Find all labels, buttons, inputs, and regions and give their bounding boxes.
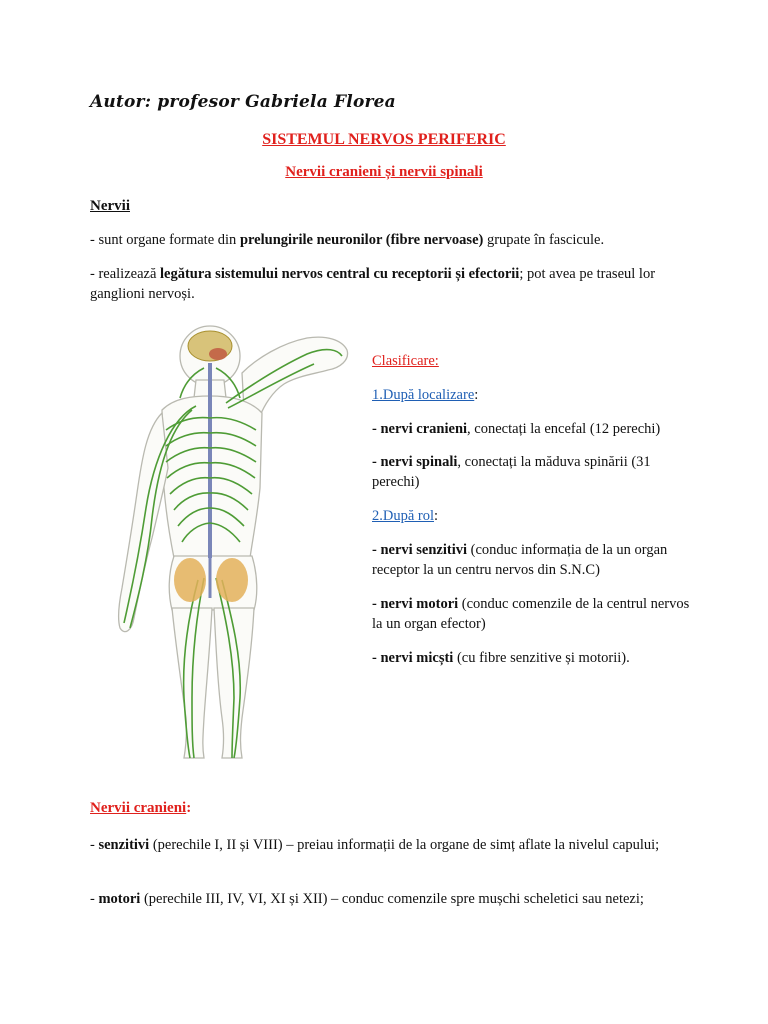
text-run: (perechile III, IV, VI, XI și XII) – conduc comenzile spre mușchi scheletici sau netezi; [140, 891, 644, 907]
cranial-nerves-item [372, 419, 692, 439]
by-location-label: 1.După localizare [372, 387, 475, 403]
spinal-nerves-item [372, 452, 692, 492]
document-title: SISTEMUL NERVOS PERIFERIC [262, 131, 506, 148]
text-run: : [434, 508, 439, 524]
section-heading-cranial [90, 800, 191, 817]
cranial-sensory-line [90, 835, 690, 855]
text-run: : [186, 800, 192, 816]
document-subtitle: Nervii cranieni și nervii spinali [285, 164, 483, 180]
text-run: grupate în fascicule. [483, 232, 605, 248]
cranial-heading-label: Nervii cranieni [90, 800, 187, 816]
bold-text: motori [98, 891, 141, 907]
bold-text: - nervi cranieni [372, 421, 468, 437]
by-location-heading [372, 385, 692, 405]
bold-text: - nervi senzitivi [372, 542, 468, 558]
text-run: - [90, 891, 99, 907]
bold-text: - nervi micști [372, 650, 454, 666]
sensory-nerves-item [372, 540, 692, 580]
bold-text: legătura sistemului nervos central cu receptorii și efectorii [160, 266, 520, 282]
human-figure-svg [92, 318, 362, 768]
text-run: (conduc informația de la un organ receptor la un centru nervos din S.N.C) [372, 542, 668, 578]
paragraph-nervi-role [90, 264, 690, 304]
text-run: , conectați la encefal (12 perechi) [467, 421, 661, 437]
by-role-heading [372, 506, 692, 526]
text-run: (perechile I, II și VIII) – preiau informații de la organe de simț aflate la nivelul capului; [149, 837, 660, 853]
classification-label [372, 351, 692, 371]
by-role-label: 2.După rol [372, 508, 435, 524]
bold-text: - nervi spinali [372, 454, 458, 470]
motor-nerves-item [372, 594, 692, 634]
text-run: (cu fibre senzitive și motorii). [453, 650, 630, 666]
text-run: - sunt organe formate din [90, 232, 240, 248]
paragraph-nervi-definition [90, 230, 690, 250]
text-run: (conduc comenzile de la centrul nervos la un organ efector) [372, 596, 690, 632]
classification-heading: Clasificare: [372, 353, 439, 369]
author-line: Autor: profesor Gabriela Florea [90, 92, 396, 112]
bold-text: senzitivi [98, 837, 150, 853]
mixed-nerves-item [372, 648, 692, 668]
cranial-motor-line [90, 889, 690, 909]
nervous-system-illustration [92, 318, 362, 768]
text-run: - realizează [90, 266, 161, 282]
bold-text: - nervi motori [372, 596, 459, 612]
text-run: - [90, 837, 99, 853]
text-run: ; pot avea pe traseul lor ganglioni nervoși. [90, 266, 656, 302]
section-heading-nervi: Nervii [90, 198, 130, 214]
text-run: : [474, 387, 479, 403]
bold-text: prelungirile neuronilor (fibre nervoase) [239, 232, 484, 248]
text-run: , conectați la măduva spinării (31 perechi) [372, 454, 651, 490]
